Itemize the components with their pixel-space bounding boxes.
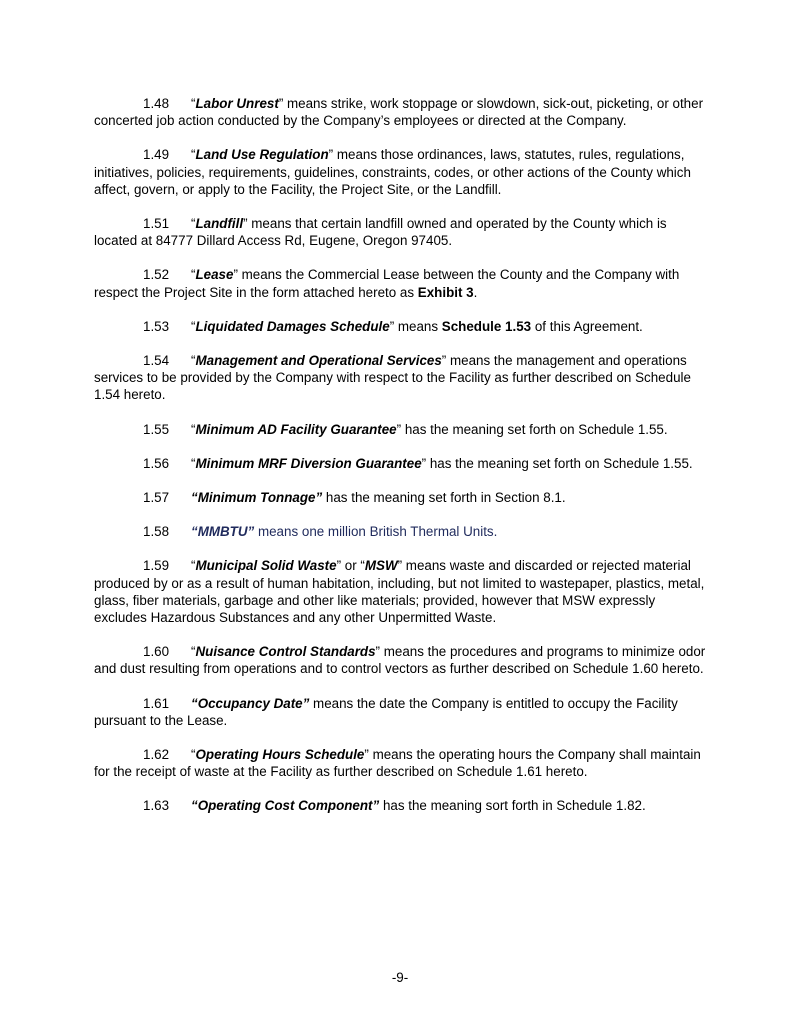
open-quote: “ (191, 267, 196, 283)
section-number: 1.59 (143, 558, 170, 574)
defined-term: Management and Operational Services (195, 353, 442, 369)
open-quote: “ (191, 96, 196, 111)
open-quote: “ (191, 644, 196, 660)
definition-text: or “ (341, 558, 365, 574)
defined-term: Minimum MRF Diversion Guarantee (195, 455, 422, 471)
definition-text: means strike, work stoppage or slowdown, sick-out, picketing, or other concerted job action conducted by the Company’s employees or directed at the Company. (94, 96, 704, 129)
section-number: 1.52 (143, 267, 170, 283)
defined-term: “Occupancy Date” (191, 695, 310, 711)
exhibit-reference: Exhibit 3 (417, 284, 474, 300)
open-quote: “ (191, 318, 196, 334)
definition-text-end: of this Agreement. (531, 318, 643, 334)
section-number: 1.48 (143, 96, 170, 111)
definition-text-end: means waste and discarded or rejected material produced by or as a result of human habitation, including, but not limited to wastepaper, plastics, metal, glass, fiber materials, garbage and other like materials; provided, however that MSW expressly excludes Hazardous Substances and any other Unpermitted Waste. (94, 558, 705, 626)
definition-text: means those ordinances, laws, statutes, rules, regulations, initiatives, policies, requirements, guidelines, constraints, codes, or other actions of the County which affect, govern, or apply to the Facility, the Project Site, or the Landfill. (94, 147, 691, 197)
definition-paragraph (94, 215, 708, 249)
defined-term: “Operating Cost Component” (191, 798, 380, 814)
defined-term: Operating Hours Schedule (195, 747, 365, 763)
definition-paragraph (94, 557, 708, 626)
section-number: 1.53 (143, 318, 170, 334)
close-quote: ” (233, 267, 238, 283)
open-quote: “ (191, 455, 196, 471)
close-quote: ” (364, 747, 369, 763)
open-quote: “ (191, 421, 196, 437)
section-number: 1.49 (143, 147, 170, 163)
section-number: 1.63 (143, 798, 170, 814)
schedule-reference: Schedule 1.53 (441, 318, 532, 334)
section-number: 1.57 (143, 490, 170, 506)
close-quote: ” (421, 455, 427, 471)
definition-text: means the Commercial Lease between the County and the Company with respect the Project Site in the form attached hereto as (94, 267, 680, 300)
section-number: 1.61 (143, 695, 170, 711)
section-number: 1.55 (143, 421, 170, 437)
open-quote: “ (191, 353, 196, 369)
definition-text: means the procedures and programs to minimize odor and dust resulting from operations and to control vectors as further described on Schedule 1.60 hereto. (94, 644, 706, 677)
document-body (94, 95, 708, 832)
definition-paragraph (94, 455, 708, 472)
definition-text: means that certain landfill owned and operated by the County which is located at 84777 Dillard Access Rd, Eugene, Oregon 97405. (94, 216, 667, 249)
definition-paragraph (94, 421, 708, 438)
defined-term: “MMBTU” (191, 524, 255, 540)
defined-term: Minimum AD Facility Guarantee (195, 421, 397, 437)
defined-term: Nuisance Control Standards (195, 644, 376, 660)
definition-text: has the meaning sort forth in Schedule 1.82. (379, 798, 646, 814)
defined-term-alias: MSW (364, 558, 398, 574)
open-quote: “ (191, 747, 196, 763)
definition-paragraph (94, 643, 708, 677)
definition-paragraph (94, 95, 708, 129)
close-quote: ” (441, 353, 447, 369)
open-quote: “ (191, 558, 196, 574)
definition-paragraph (94, 797, 708, 814)
close-quote: ” (243, 216, 248, 232)
definition-text: has the meaning set forth in Section 8.1. (322, 490, 566, 506)
definition-paragraph (94, 266, 708, 300)
open-quote: “ (191, 147, 196, 163)
defined-term: Landfill (195, 216, 244, 232)
definition-text: means one million British Thermal Units. (254, 524, 498, 540)
section-number: 1.60 (143, 644, 170, 660)
close-quote: ” (389, 318, 395, 334)
page-number: -9- (391, 970, 409, 985)
section-number: 1.54 (143, 353, 170, 369)
definition-text: has the meaning set forth on Schedule 1.55. (401, 421, 668, 437)
definition-paragraph (94, 523, 708, 540)
section-number: 1.56 (143, 455, 170, 471)
close-quote: ” (278, 96, 284, 111)
close-quote: ” (397, 558, 403, 574)
defined-term: Municipal Solid Waste (195, 558, 337, 574)
defined-term: Lease (195, 267, 234, 283)
definition-paragraph (94, 318, 708, 335)
section-number: 1.51 (143, 216, 170, 232)
definition-text: has the meaning set forth on Schedule 1.55. (426, 455, 693, 471)
definition-text-end: . (473, 284, 478, 300)
close-quote: ” (375, 644, 380, 660)
definition-text: means (394, 318, 442, 334)
definition-paragraph (94, 146, 708, 198)
defined-term: Liquidated Damages Schedule (195, 318, 390, 334)
close-quote: ” (396, 421, 402, 437)
defined-term: “Minimum Tonnage” (191, 490, 323, 506)
section-number: 1.62 (143, 747, 170, 763)
definition-text: means the operating hours the Company shall maintain for the receipt of waste at the Facility as further described on Schedule 1.61 hereto. (94, 747, 701, 780)
open-quote: “ (191, 216, 196, 232)
section-number: 1.58 (143, 524, 170, 540)
close-quote: ” (328, 147, 334, 163)
defined-term: Land Use Regulation (195, 147, 329, 163)
definition-paragraph (94, 489, 708, 506)
definition-text: means the date the Company is entitled to occupy the Facility pursuant to the Lease. (94, 695, 678, 728)
close-quote: ” (336, 558, 342, 574)
definition-paragraph (94, 695, 708, 729)
defined-term: Labor Unrest (195, 96, 279, 111)
definition-paragraph (94, 746, 708, 780)
definition-paragraph (94, 352, 708, 404)
definition-text: means the management and operations services to be provided by the Company with respect to the Facility as further described on Schedule 1.54 hereto. (94, 353, 691, 403)
